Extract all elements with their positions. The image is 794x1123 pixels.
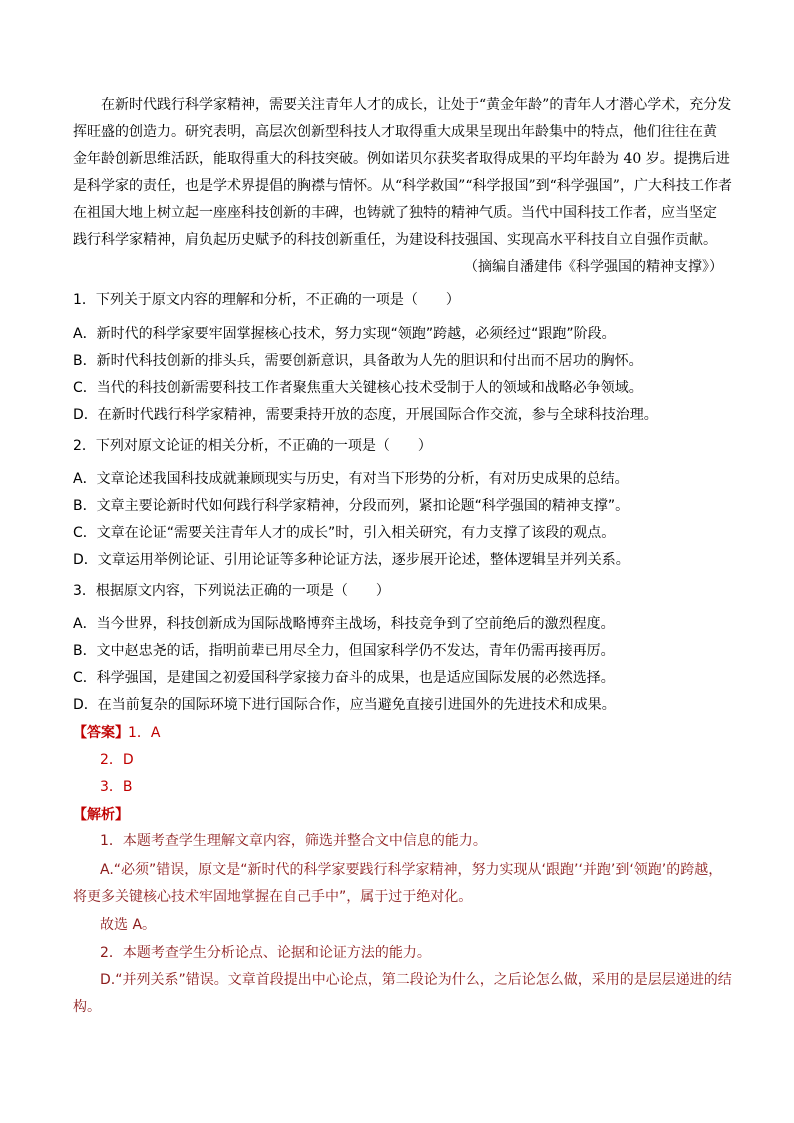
analysis-line: 1．本题考查学生理解文章内容，筛选并整合文中信息的能力。 bbox=[100, 833, 487, 849]
analysis-line: 故选 A。 bbox=[100, 917, 157, 933]
question-3-option-d: D．在当前复杂的国际环境下进行国际合作，应当避免直接引进国外的先进技术和成果。 bbox=[73, 697, 616, 713]
answer-item: 3．B bbox=[100, 779, 133, 795]
question-3-option-a: A．当今世界，科技创新成为国际战略博弈主战场，科技竞争到了空前绝后的激烈程度。 bbox=[73, 616, 615, 632]
answer-item: 2．D bbox=[100, 752, 134, 768]
question-3-stem: 3．根据原文内容，下列说法正确的一项是（ ） bbox=[73, 583, 390, 599]
passage-line: 践行科学家精神，肩负起历史赋予的科技创新重任，为建设科技强国、实现高水平科技自立自强作贡献。 bbox=[73, 232, 717, 248]
passage-line: 是科学家的责任，也是学术界提倡的胸襟与情怀。从“科学救国”“科学报国”到“科学强国”，广大科技工作者 bbox=[73, 178, 732, 194]
analysis-line: 将更多关键核心技术牢固地掌握在自己手中”，属于过于绝对化。 bbox=[73, 889, 473, 905]
question-1-option-b: B．新时代科技创新的排头兵，需要创新意识，具备敢为人先的胆识和付出而不居功的胸怀。 bbox=[73, 353, 643, 369]
question-1-stem: 1．下列关于原文内容的理解和分析，不正确的一项是（ ） bbox=[73, 292, 460, 308]
question-2-option-b: B．文章主要论新时代如何践行科学家精神，分段而列，紧扣论题“科学强国的精神支撑”。 bbox=[73, 498, 630, 514]
question-2-option-a: A．文章论述我国科技成就兼顾现实与历史，有对当下形势的分析，有对历史成果的总结。 bbox=[73, 471, 629, 487]
question-2-option-d: D．文章运用举例论证、引用论证等多种论证方法，逐步展开论述，整体逻辑呈并列关系。 bbox=[73, 552, 630, 568]
passage-line: 在新时代践行科学家精神，需要关注青年人才的成长，让处于“黄金年龄”的青年人才潜心学术，充分发 bbox=[101, 97, 732, 113]
passage-line: 在祖国大地上树立起一座座科技创新的丰碑，也铸就了独特的精神气质。当代中国科技工作者，应当坚定 bbox=[73, 205, 717, 221]
question-1-option-d: D．在新时代践行科学家精神，需要秉持开放的态度，开展国际合作交流，参与全球科技治理。 bbox=[73, 407, 658, 423]
question-3-option-c: C．科学强国，是建国之初爱国科学家接力奋斗的成果，也是适应国际发展的必然选择。 bbox=[73, 670, 615, 686]
passage-source: （摘编自潘建伟《科学强国的精神支撑》） bbox=[464, 259, 723, 275]
analysis-label: 【解析】 bbox=[73, 807, 129, 823]
question-3-option-b: B．文中赵忠尧的话，指明前辈已用尽全力，但国家科学仍不发达，青年仍需再接再厉。 bbox=[73, 643, 615, 659]
answer-item: 1．A bbox=[128, 725, 161, 741]
analysis-line: 构。 bbox=[73, 999, 101, 1015]
analysis-line: 2．本题考查学生分析论点、论据和论证方法的能力。 bbox=[100, 945, 431, 961]
analysis-line: A.“必须”错误，原文是“新时代的科学家要践行科学家精神，努力实现从‘跟跑’‘并跑’到‘领跑’的跨越， bbox=[100, 862, 723, 878]
question-1-option-a: A．新时代的科学家要牢固掌握核心技术，努力实现“领跑”跨越，必须经过“跟跑”阶段。 bbox=[73, 326, 616, 342]
answer-label: 【答案】 bbox=[73, 725, 129, 741]
question-1-option-c: C．当代的科技创新需要科技工作者聚焦重大关键核心技术受制于人的领域和战略必争领域。 bbox=[73, 380, 643, 396]
passage-line: 金年龄创新思维活跃，能取得重大的科技突破。例如诺贝尔获奖者取得成果的平均年龄为 40 岁。提携后进 bbox=[73, 151, 730, 167]
question-2-option-c: C．文章在论证“需要关注青年人才的成长”时，引入相关研究，有力支撑了该段的观点。 bbox=[73, 525, 616, 541]
passage-line: 挥旺盛的创造力。研究表明，高层次创新型科技人才取得重大成果呈现出年龄集中的特点，他们往往在黄 bbox=[73, 124, 717, 140]
analysis-line: D.“并列关系”错误。文章首段提出中心论点，第二段论为什么，之后论怎么做，采用的是层层递进的结 bbox=[100, 972, 732, 988]
question-2-stem: 2．下列对原文论证的相关分析，不正确的一项是（ ） bbox=[73, 438, 432, 454]
